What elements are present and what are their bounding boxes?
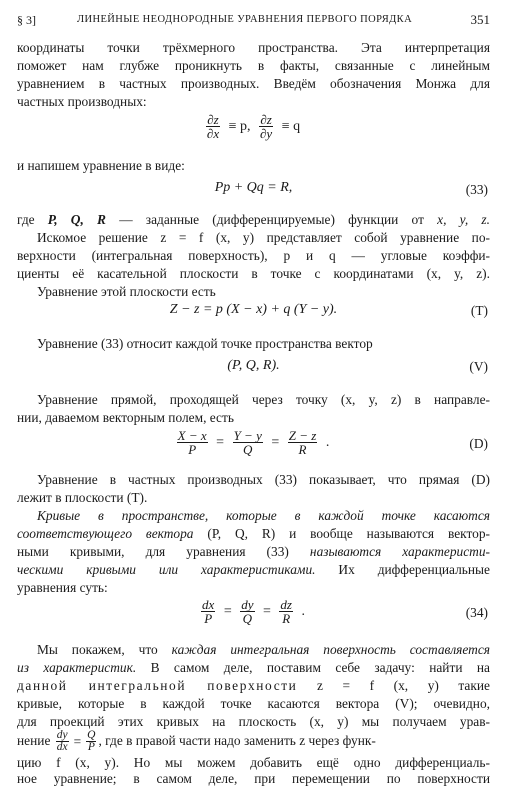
page-number: 351 [470,12,490,27]
equation-T: Z − z = p (X − x) + q (Y − y). [169,302,338,317]
text-line: нение $\frac{dy}{dx}$ = $\frac{Q}{P}$ , где в правой части надо заменить z через функ- [17,729,376,754]
equation-V: (P, Q, R). [227,358,280,373]
running-header [17,10,490,30]
text-line: Уравнение (33) относит каждой точке пространства вектор [37,336,373,351]
equation-tag: (33) [465,182,488,197]
text-line: Уравнение в частных производных (33) показывает, что прямая (D) [37,472,490,487]
equation-tag: (V) [469,359,488,374]
equation-tag: (D) [469,436,488,451]
text-line: где P, Q, R — заданные (дифференцируемые) функции от x, y, z. [17,212,490,227]
text-line: кривые, которые в каждой точке касаются вектора (V); очевидно, [17,696,490,711]
text-line: ное уравнение; в самом деле, при перемещении по поверхности [17,771,490,786]
text-line: Мы покажем, что каждая интегральная поверхность составляется [37,642,491,657]
text-line: Уравнение этой плоскости есть [37,284,216,299]
text-line: ческими кривыми или характеристиками. Их дифференциальные [17,562,490,577]
text-line: и напишем уравнение в виде: [17,158,185,173]
fraction: $\frac{Q}{P}$ [87,729,96,754]
fraction: $\frac{\partial z}{\partial x}$ [206,112,220,141]
text-line: лежит в плоскости (T). [17,490,148,505]
text-line: поможет нам глубже проникнуть в факты, связанные с линейным [17,58,490,73]
text-line: Уравнение прямой, проходящей через точку (x, y, z) в направле- [37,392,490,407]
text-line: из характеристик. В самом деле, поставим себе задачу: найти на [17,660,490,675]
fraction: $\frac{dz}{R}$ [280,597,292,626]
fraction: $\frac{dy}{Q}$ [241,597,254,626]
text-line: координаты точки трёхмерного пространства. Эта интерпретация [17,40,490,55]
text-line: данной интегральной поверхности z = f (x, y) такие [17,678,490,693]
section-mark: § 3] [17,13,36,27]
equation-monge: $\frac{\partial z}{\partial x}$ ≡ p, $\frac{\partial z}{\partial y}$ ≡ q [206,112,301,141]
text-line: Искомое решение z = f (x, y) представляет собой уравнение по- [37,230,490,245]
text-line: соответствующего вектора (P, Q, R) и вообще называются вектор- [17,526,490,541]
fraction: $\frac{\partial z}{\partial y}$ [260,112,273,141]
fraction: $\frac{dy}{dx}$ [56,729,68,754]
equation-33: Pp + Qq = R, [214,180,293,195]
fraction: $\frac{dx}{P}$ [202,597,215,626]
fraction: $\frac{Y - y}{Q}$ [233,428,262,457]
fraction: $\frac{Z - z}{R}$ [288,428,317,457]
equation-tag: (34) [465,605,488,620]
text-line: уравнением в частных производных. Введём обозначения Монжа для [17,76,490,91]
text-line: цию f (x, y). Но мы можем добавить ещё одно дифференциаль- [17,755,490,770]
text-line: ными кривыми, для уравнения (33) называются характеристи- [17,544,491,559]
text-line: для проекций этих кривых на плоскость (x, y) мы получаем урав- [17,714,490,729]
text-line: частных производных: [17,94,147,109]
text-line: Кривые в пространстве, которые в каждой точке касаются [37,508,490,523]
text-line: циенты её касательной плоскости в точке с координатами (x, y, z). [17,266,490,281]
text-line: верхности (интегральная поверхность), p и q — угловые коэффи- [17,248,490,263]
equation-34: $\frac{dx}{P}$ = $\frac{dy}{Q}$ = $\frac{dz}{R}$ . [202,597,305,626]
text-line: уравнения суть: [17,580,108,595]
text-line: нии, даваемом векторным полем, есть [17,410,234,425]
chapter-title: ЛИНЕЙНЫЕ НЕОДНОРОДНЫЕ УРАВНЕНИЯ ПЕРВОГО ПОРЯДКА [77,14,413,25]
equation-D: $\frac{X - x}{P}$ = $\frac{Y - y}{Q}$ = $\frac{Z - z}{R}$ . [177,428,330,457]
equation-tag: (T) [470,303,488,318]
fraction: $\frac{X - x}{P}$ [177,428,207,457]
